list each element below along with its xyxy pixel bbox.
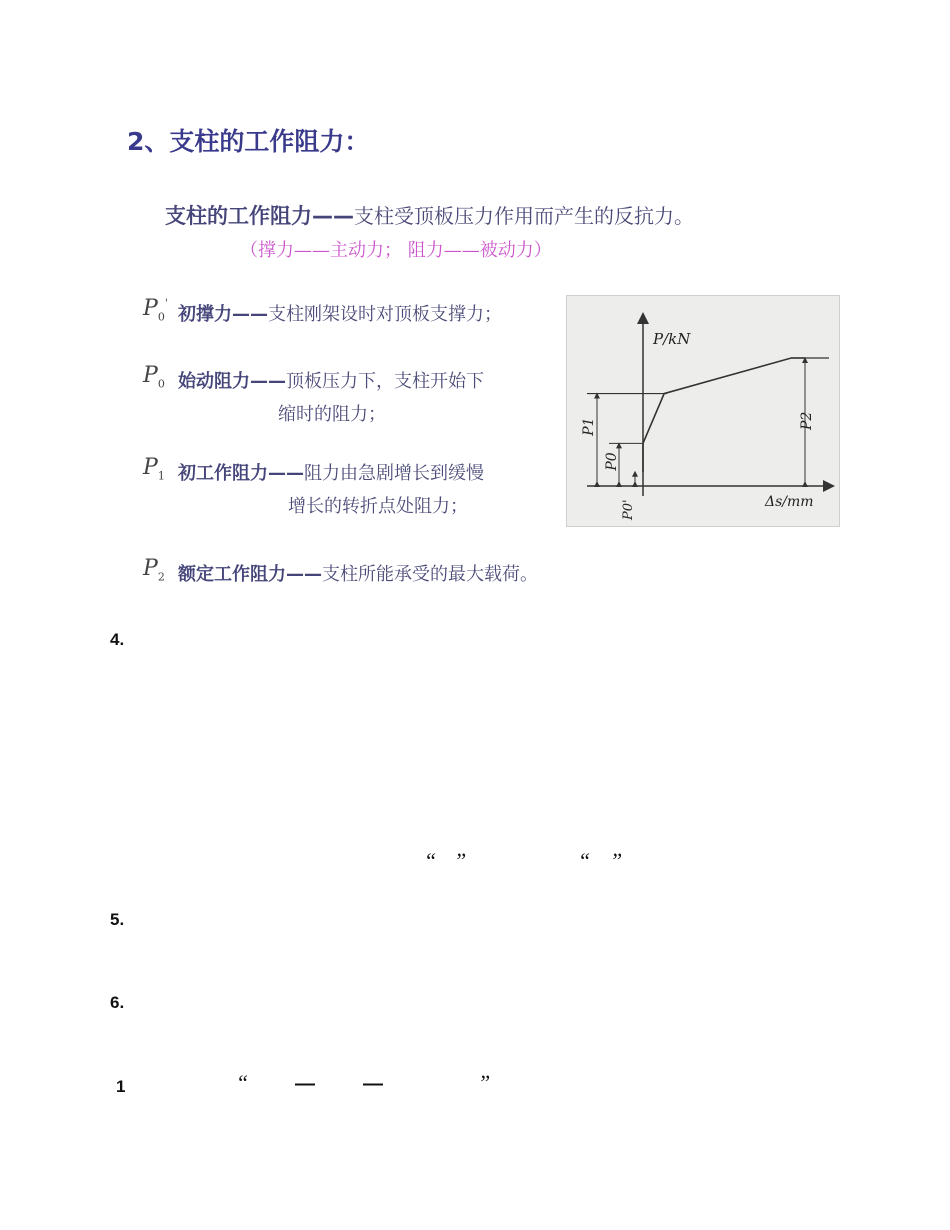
resistance-chart — [566, 295, 840, 527]
label-p1: P1 — [581, 417, 597, 436]
resistance-curve — [643, 358, 805, 472]
x-axis-label: Δs/mm — [765, 494, 814, 510]
em-dash-2: — — [363, 1073, 383, 1095]
definition-text: 支柱受顶板压力作用而产生的反抗力。 — [354, 204, 694, 228]
label-p2: P2 — [799, 411, 815, 430]
quote-close-3: ” — [478, 1070, 491, 1095]
quote-close-1: ” — [454, 848, 467, 873]
quote-open-1: “ — [424, 848, 437, 873]
definition-line — [165, 200, 694, 230]
label-p0: P0 — [604, 452, 620, 471]
quote-close-2: ” — [610, 848, 623, 873]
item-term: 始动阻力—— — [178, 371, 286, 392]
section-number-6: 6. — [110, 993, 125, 1012]
em-dash-1: — — [295, 1073, 315, 1095]
symbol-p2: $P_2$ — [143, 556, 165, 584]
section-number-5: 5. — [110, 910, 125, 929]
definition-term: 支柱的工作阻力—— — [165, 204, 354, 228]
item-initial-working-resistance — [178, 459, 484, 485]
symbol-p0: $P_0$ — [143, 363, 165, 391]
chart-svg — [567, 296, 839, 526]
item-starting-resistance — [178, 367, 484, 393]
item-text: 支柱刚架设时对顶板支撑力； — [268, 304, 502, 325]
section-heading: 2、支柱的工作阻力： — [127, 127, 370, 156]
item-initial-support — [178, 300, 502, 326]
item-continuation: 缩时的阻力； — [278, 404, 386, 425]
quote-open-2: “ — [578, 848, 591, 873]
item-text: 支柱所能承受的最大载荷。 — [322, 564, 538, 585]
item-term: 初撑力—— — [178, 304, 268, 325]
item-term: 初工作阻力—— — [178, 463, 304, 484]
item-text: 阻力由急剧增长到缓慢 — [304, 463, 484, 484]
y-axis-label: P/kN — [653, 330, 691, 348]
symbol-p1: $P_1$ — [143, 455, 165, 483]
item-text: 顶板压力下，支柱开始下 — [286, 371, 484, 392]
symbol-p0-prime: $P_0'$ — [143, 296, 168, 324]
definition-paren: （撑力——主动力； 阻力——被动力） — [240, 240, 552, 261]
section-number-4: 4. — [110, 630, 125, 649]
item-rated-working-resistance — [178, 560, 538, 586]
item-continuation: 增长的转折点处阻力； — [288, 496, 468, 517]
quote-open-3: “ — [236, 1070, 249, 1095]
section-number-1: 1 — [116, 1077, 126, 1096]
item-term: 额定工作阻力—— — [178, 564, 322, 585]
label-p0-prime: P0' — [621, 499, 636, 520]
